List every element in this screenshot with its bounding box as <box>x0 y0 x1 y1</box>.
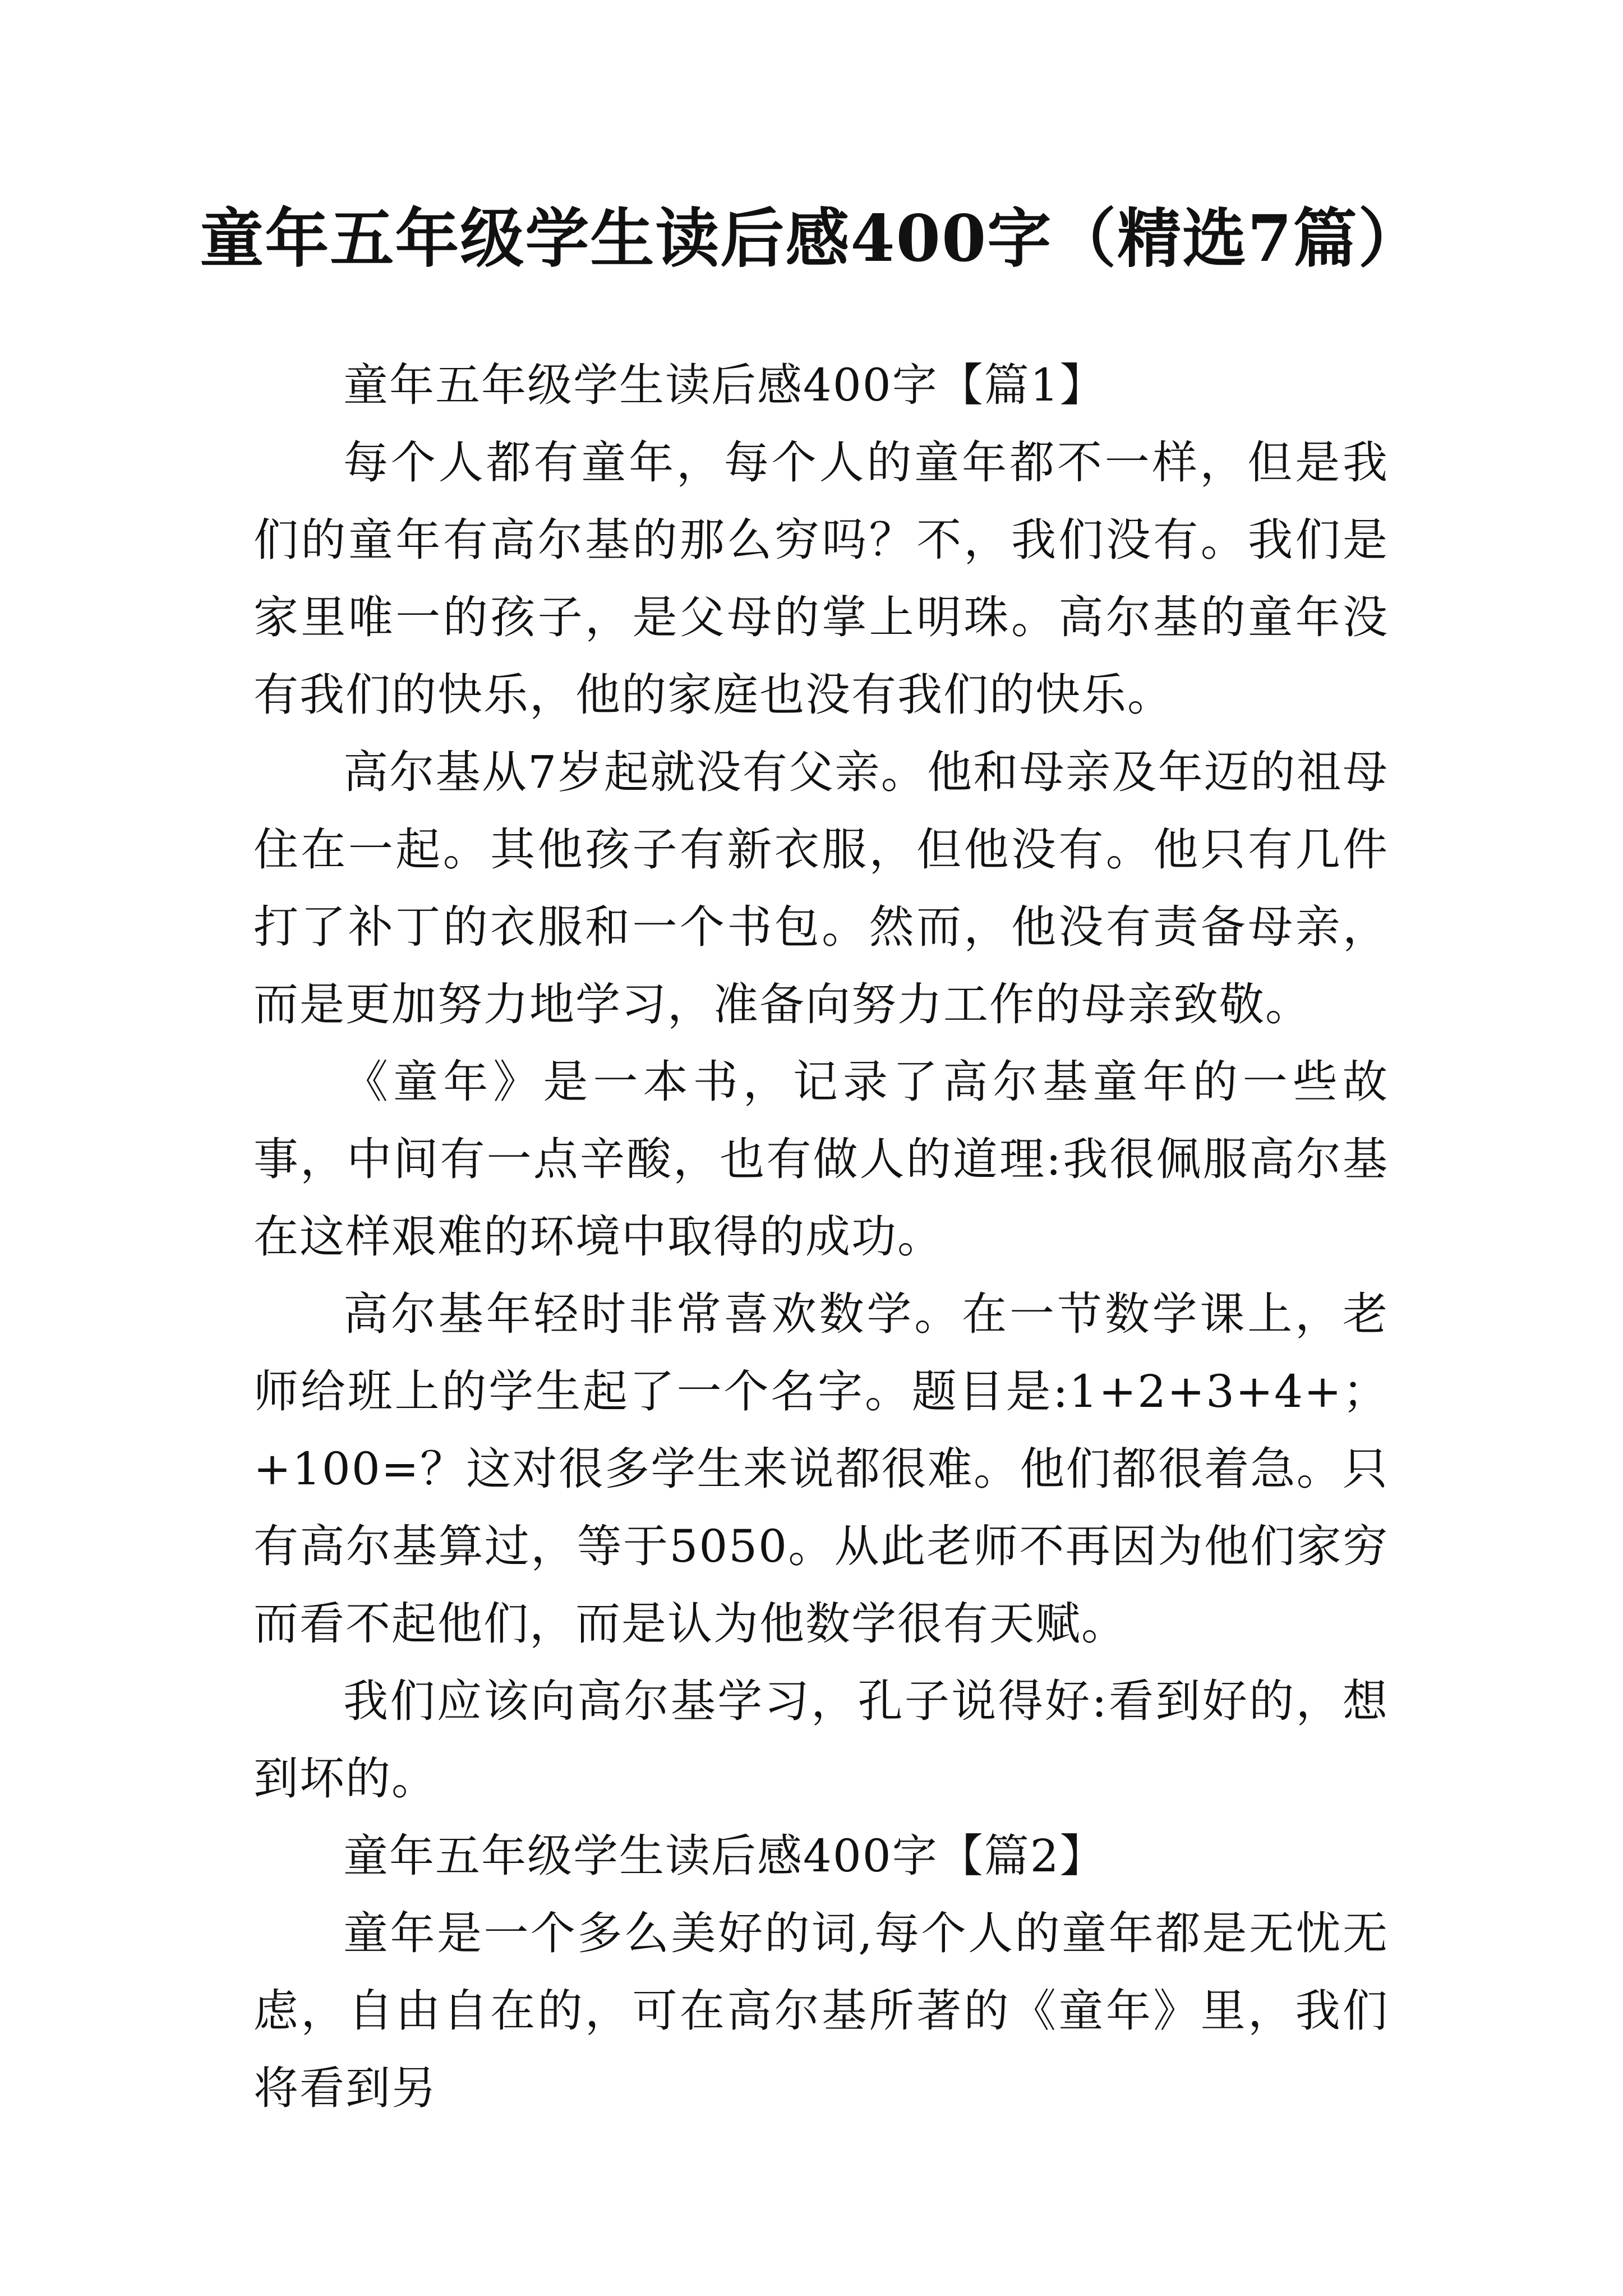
paragraph: 高尔基年轻时非常喜欢数学。在一节数学课上，老师给班上的学生起了一个名字。题目是:1+2+3+4+；+100=？这对很多学生来说都很难。他们都很着急。只有高尔基算过，等于5050。从此老师不再因为他们家穷而看不起他们，而是认为他数学很有天赋。 <box>253 1288 1389 1650</box>
paragraph: 《童年》是一本书，记录了高尔基童年的一些故事，中间有一点辛酸，也有做人的道理:我很佩服高尔基在这样艰难的环境中取得的成功。 <box>253 1056 1389 1263</box>
document-title: 童年五年级学生读后感400字（精选7篇） <box>200 201 1423 276</box>
section-heading-2: 童年五年级学生读后感400字【篇2】 <box>343 1830 1106 1882</box>
paragraph: 我们应该向高尔基学习，孔子说得好:看到好的，想到坏的。 <box>253 1675 1389 1805</box>
paragraph: 高尔基从7岁起就没有父亲。他和母亲及年迈的祖母住在一起。其他孩子有新衣服，但他没有。他只有几件打了补丁的衣服和一个书包。然而，他没有责备母亲，而是更加努力地学习，准备向努力工作的母亲致敬。 <box>253 746 1389 1030</box>
paragraph: 每个人都有童年，每个人的童年都不一样，但是我们的童年有高尔基的那么穷吗？不，我们没有。我们是家里唯一的孩子，是父母的掌上明珠。高尔基的童年没有我们的快乐，他的家庭也没有我们的快乐。 <box>253 436 1389 721</box>
paragraph: 童年是一个多么美好的词,每个人的童年都是无忧无虑，自由自在的，可在高尔基所著的《童年》里，我们将看到另 <box>253 1907 1389 2114</box>
document-body <box>253 347 1389 2127</box>
section-heading-1: 童年五年级学生读后感400字【篇1】 <box>343 359 1106 411</box>
